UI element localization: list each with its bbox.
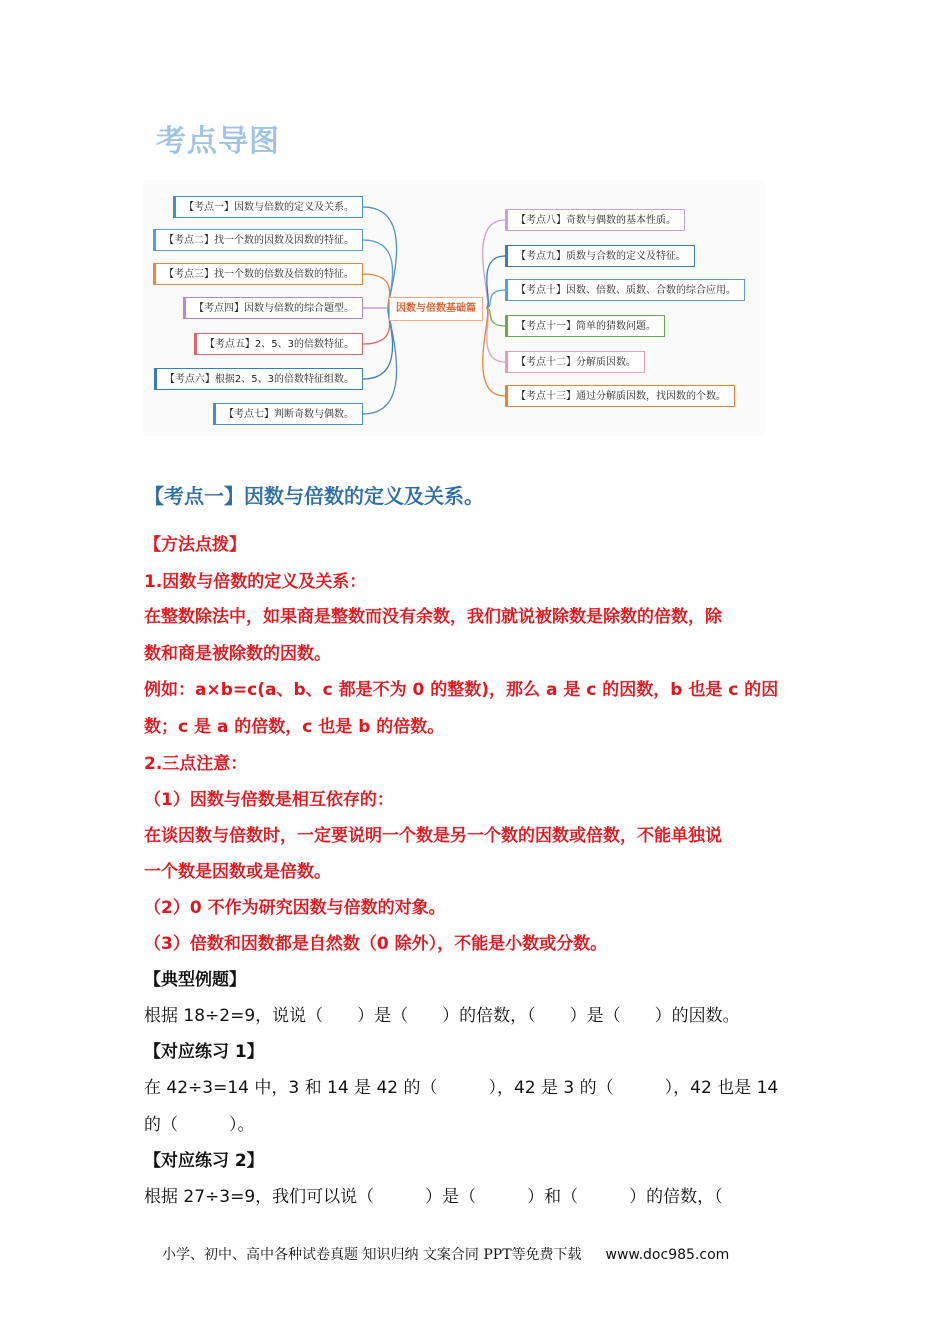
- note-1-text-b: 一个数是因数或是倍数。: [144, 862, 331, 882]
- mind-map-node-11: 【考点十一】简单的猜数问题。: [505, 315, 665, 337]
- mind-map: [143, 180, 765, 436]
- practice-1-text-a: 在 42÷3=14 中，3 和 14 是 42 的（ ），42 是 3 的（ ），42 也是 14: [144, 1078, 779, 1098]
- connector-left-1: [363, 207, 397, 308]
- connector-right-3: [486, 290, 505, 308]
- mind-map-center-node: 因数与倍数基础篇: [389, 297, 483, 321]
- page-heading: 考点导图: [156, 124, 280, 159]
- practice-1-text-b: 的（ ）。: [144, 1115, 255, 1135]
- practice-2-text-a: 根据 27÷3=9，我们可以说（ ）是（ ）和（ ）的倍数，（: [144, 1187, 723, 1207]
- connector-left-5: [363, 308, 390, 344]
- point-1-label: 1.因数与倍数的定义及关系：: [144, 572, 367, 592]
- note-1: （1）因数与倍数是相互依存的：: [144, 790, 394, 810]
- example-text: 根据 18÷2=9，说说（ ）是（ ）的倍数，（ ）是（ ）的因数。: [144, 1006, 740, 1026]
- point-1-example-a: 例如：a×b=c(a、b、c 都是不为 0 的整数)，那么 a 是 c 的因数，b 也是 c 的因: [144, 680, 779, 700]
- mind-map-node-9: 【考点九】质数与合数的定义及特征。: [505, 245, 695, 267]
- connector-right-2: [486, 256, 505, 308]
- note-3: （3）倍数和因数都是自然数（0 除外），不能是小数或分数。: [144, 934, 608, 954]
- connector-right-6: [483, 308, 505, 396]
- example-label: 【典型例题】: [144, 970, 246, 990]
- mind-map-node-7: 【考点七】判断奇数与偶数。: [213, 403, 363, 425]
- footer-text: 小学、初中、高中各种试卷真题 知识归纳 文案合同 PPT等免费下载: [162, 1247, 582, 1263]
- connector-right-5: [486, 308, 505, 362]
- section-title: 【考点一】因数与倍数的定义及关系。: [144, 484, 484, 508]
- mind-map-node-2: 【考点二】找一个数的因数及因数的特征。: [153, 229, 363, 251]
- footer-url[interactable]: www.doc985.com: [605, 1247, 730, 1263]
- point-1-text-b: 数和商是被除数的因数。: [144, 644, 331, 664]
- mind-map-node-5: 【考点五】2、5、3的倍数特征。: [194, 333, 363, 355]
- footer: [162, 1244, 729, 1264]
- point-1-example-b: 数；c 是 a 的倍数，c 也是 b 的倍数。: [144, 717, 445, 737]
- method-label: 【方法点拨】: [144, 535, 246, 555]
- practice-2-label: 【对应练习 2】: [144, 1151, 264, 1171]
- connector-left-7: [363, 308, 397, 414]
- mind-map-node-1: 【考点一】因数与倍数的定义及关系。: [173, 196, 363, 218]
- note-2: （2）0 不作为研究因数与倍数的对象。: [144, 898, 446, 918]
- mind-map-node-10: 【考点十】因数、倍数、质数、合数的综合应用。: [505, 279, 745, 301]
- practice-1-label: 【对应练习 1】: [144, 1042, 264, 1062]
- mind-map-node-8: 【考点八】奇数与偶数的基本性质。: [505, 209, 685, 231]
- mind-map-node-6: 【考点六】根据2、5、3的倍数特征组数。: [154, 368, 363, 390]
- mind-map-node-3: 【考点三】找一个数的倍数及倍数的特征。: [153, 263, 363, 285]
- point-2-label: 2.三点注意：: [144, 754, 248, 774]
- note-1-text-a: 在谈因数与倍数时，一定要说明一个数是另一个数的因数或倍数，不能单独说: [144, 826, 722, 846]
- connector-left-3: [363, 274, 390, 308]
- point-1-text-a: 在整数除法中，如果商是整数而没有余数，我们就说被除数是除数的倍数，除: [144, 607, 722, 627]
- mind-map-node-13: 【考点十三】通过分解质因数，找因数的个数。: [505, 385, 735, 407]
- mind-map-node-12: 【考点十二】分解质因数。: [505, 351, 645, 373]
- connector-right-1: [483, 220, 505, 308]
- mind-map-node-4: 【考点四】因数与倍数的综合题型。: [183, 297, 363, 319]
